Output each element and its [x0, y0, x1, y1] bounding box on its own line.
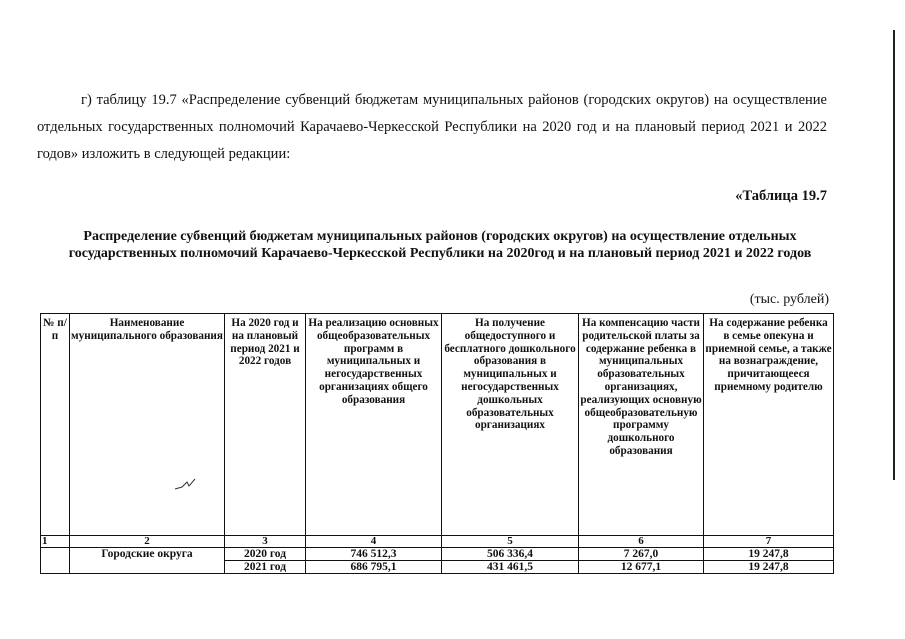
year-cell: 2021 год [225, 561, 306, 574]
units-label: (тыс. рублей) [749, 292, 829, 307]
value-cell: 19 247,8 [704, 548, 834, 561]
scan-edge-line [893, 30, 895, 480]
subventions-table [40, 313, 834, 574]
header-row [41, 314, 834, 536]
table-title: Распределение субвенций бюджетам муниципальных районов (городских округов) на осуществление отдельных государственных полномочий Карачаево-Черкесской Республики на 2020год и на плановый период 2021 и 2022 годов [68, 229, 812, 261]
table-row [41, 548, 834, 561]
value-cell: 7 267,0 [579, 548, 704, 561]
row-number-cell [41, 548, 70, 574]
year-cell: 2020 год [225, 548, 306, 561]
value-cell: 431 461,5 [442, 561, 579, 574]
column-number: 2 [70, 536, 225, 548]
column-number: 6 [579, 536, 704, 548]
column-number: 3 [225, 536, 306, 548]
column-number: 1 [41, 536, 70, 548]
intro-paragraph: г) таблицу 19.7 «Распределение субвенций бюджетам муниципальных районов (городских округов) на осуществление отдельных государственных полномочий Карачаево-Черкесской Республики на 2020 год и на плановый период 2021 и 2022 годов» изложить в следующей редакции: [37, 92, 827, 162]
header-parental-fee-compensation: На компенсацию части родительской платы за содержание ребенка в муниципальных образовательных организациях, реализующих основную общеобразовательную программу дошкольного образования [579, 314, 704, 536]
column-number: 4 [306, 536, 442, 548]
value-cell: 19 247,8 [704, 561, 834, 574]
region-cell: Городские округа [70, 548, 225, 574]
header-municipality: Наименование муниципального образования [70, 314, 225, 536]
header-foster-care: На содержание ребенка в семье опекуна и приемной семье, а также на вознаграждение, причитающееся приемному родителю [704, 314, 834, 536]
value-cell: 12 677,1 [579, 561, 704, 574]
header-period: На 2020 год и на плановый период 2021 и 2022 годов [225, 314, 306, 536]
table-label: «Таблица 19.7 [735, 188, 827, 204]
column-number: 7 [704, 536, 834, 548]
value-cell: 686 795,1 [306, 561, 442, 574]
value-cell: 506 336,4 [442, 548, 579, 561]
header-number: № п/п [41, 314, 70, 536]
header-preschool-education: На получение общедоступного и бесплатного дошкольного образования в муниципальных и негосударственных дошкольных образовательных организациях [442, 314, 579, 536]
value-cell: 746 512,3 [306, 548, 442, 561]
column-number-row [41, 536, 834, 548]
header-general-education: На реализацию основных общеобразовательных программ в муниципальных и негосударственных организациях общего образования [306, 314, 442, 536]
column-number: 5 [442, 536, 579, 548]
